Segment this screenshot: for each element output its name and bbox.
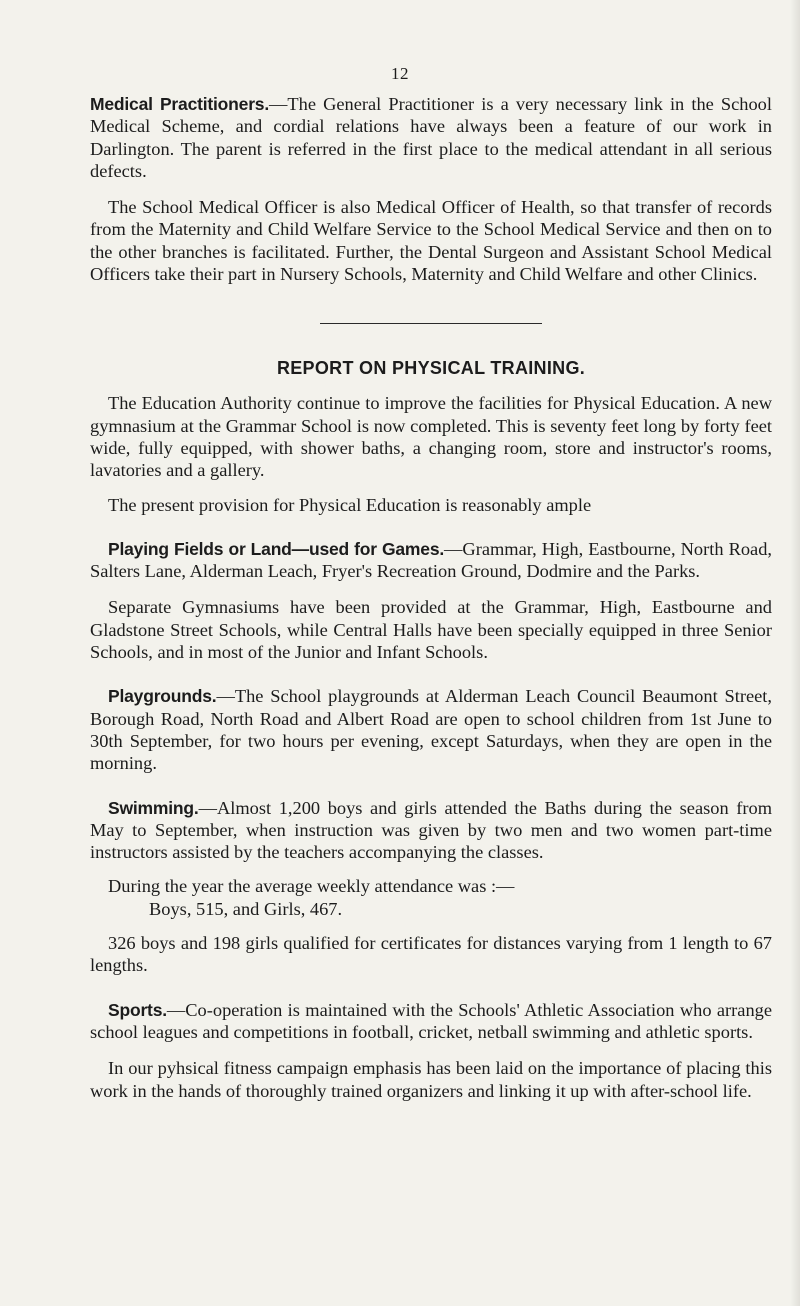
swimming-text: —Almost 1,200 boys and girls attended the Baths during the season from May to September, when instruction was given by two men and two women part-time instructors assisted by the teachers accompanying the classes. [90,797,772,863]
certificates-paragraph: 326 boys and 198 girls qualified for certificates for distances varying from 1 length to 67 lengths. [90,933,772,976]
playing-fields-text: —Grammar, High, Eastbourne, North Road, Salters Lane, Alderman Leach, Fryer's Recreation Ground, Dodmire and the Parks. [90,538,773,582]
attendance-intro: During the year the average weekly attendance was :— [108,876,515,897]
section-title: REPORT ON PHYSICAL TRAINING. [276,358,586,379]
medical-practitioners-heading: Medical Practitioners. [90,94,269,114]
page-edge-shadow [790,0,800,1306]
page-number: 12 [391,64,409,83]
medical-practitioners-text: —The General Practitioner is a very necessary link in the School Medical Scheme, and cordial relations have always been a feature of our work in Darlington. The parent is referred in the first place to the medical attendant in all serious defects. [90,94,772,181]
playgrounds-paragraph [90,685,772,774]
swimming-heading: Swimming. [108,797,199,818]
document-body [90,93,772,1102]
sports-paragraph [90,999,772,1044]
attendance-figures: Boys, 515, and Girls, 467. [149,898,343,919]
sports-heading: Sports. [108,999,167,1020]
sports-text: —Co-operation is maintained with the Schools' Athletic Association who arrange school leagues and competitions in football, cricket, netball swimming and athletic sports. [90,999,772,1042]
gymnasiums-paragraph: Separate Gymnasiums have been provided at the Grammar, High, Eastbourne and Gladstone Street Schools, while Central Halls have been specially equipped in three Senior Schools, and in most of the Junior and Infant Schools. [90,597,772,663]
playgrounds-heading: Playgrounds. [108,686,217,707]
playing-fields-paragraph [90,538,772,583]
swimming-paragraph [90,797,772,864]
playing-fields-heading: Playing Fields or Land—used for Games. [108,538,445,559]
physical-education-paragraph: The Education Authority continue to improve the facilities for Physical Education. A new gymnasium at the Grammar School is now completed. This is seventy feet long by forty feet wide, fully equipped, with shower baths, a changing room, store and instructor's rooms, lavatories and a gallery. [90,393,772,481]
medical-practitioners-paragraph [90,93,772,182]
fitness-campaign-paragraph: In our pyhsical fitness campaign emphasis has been laid on the importance of placing this work in the hands of thoroughly trained organizers and linking it up with after-school life. [90,1058,772,1101]
school-medical-officer-paragraph: The School Medical Officer is also Medical Officer of Health, so that transfer of records from the Maternity and Child Welfare Service to the School Medical Service and then on to the other branches is facilitated. Further, the Dental Surgeon and Assistant School Medical Officers take their part in Nursery Schools, Maternity and Child Welfare and other Clinics. [90,197,772,285]
provision-paragraph: The present provision for Physical Education is reasonably ample [108,494,592,515]
playgrounds-text: —The School playgrounds at Alderman Leach Council Beaumont Street, Borough Road, North Road and Albert Road are open to school children from 1st June to 30th September, for two hours per evening, except Saturdays, when they are open in the morning. [90,686,772,774]
